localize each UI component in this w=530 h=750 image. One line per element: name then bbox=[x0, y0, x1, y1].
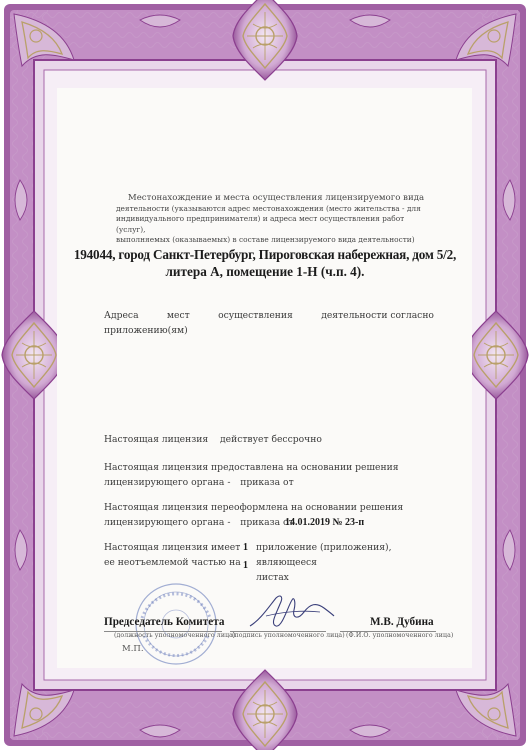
reissue-line-1: Настоящая лицензия переоформлена на основании решения bbox=[104, 502, 404, 513]
addresses-word-3: осуществления bbox=[218, 310, 293, 321]
license-address-line-1: 194044, город Санкт-Петербург, Пироговская набережная, дом 5/2, bbox=[73, 247, 457, 262]
addresses-clause bbox=[104, 308, 434, 338]
basis-order: приказа от bbox=[240, 477, 294, 488]
location-heading-line-3: индивидуального предпринимателя) и адреса мест осуществления работ (услуг), bbox=[116, 214, 405, 234]
annex-line-1-tail: приложение (приложения), являющееся bbox=[256, 542, 392, 568]
annex-line-1: Настоящая лицензия имеет bbox=[104, 542, 241, 553]
signer-name: М.В. Дубина bbox=[370, 616, 434, 628]
annex-line-2-tail: листах bbox=[256, 572, 289, 583]
annex-pages: 1 bbox=[243, 560, 248, 571]
signer-position: Председатель Комитета bbox=[104, 616, 225, 628]
annex-count: 1 bbox=[243, 542, 248, 553]
stamp-place: М.П. bbox=[122, 644, 144, 654]
validity-clause bbox=[104, 432, 434, 447]
signer-position-caption: (должность уполномоченного лица) bbox=[114, 632, 236, 639]
signer-name-caption: (Ф.И.О. уполномоченного лица) bbox=[346, 632, 454, 639]
basis-clause bbox=[104, 460, 434, 490]
location-heading-line-1: Местонахождение и места осуществления лицензируемого вида bbox=[127, 193, 425, 203]
addresses-word-2: мест bbox=[166, 310, 190, 321]
addresses-word-1: Адреса bbox=[104, 310, 139, 321]
basis-line-2: лицензирующего органа - bbox=[104, 477, 231, 488]
validity-value: действует бессрочно bbox=[219, 434, 322, 445]
addresses-line-2: приложению(ям) bbox=[104, 325, 188, 336]
reissue-clause bbox=[104, 500, 434, 530]
annex-line-2: ее неотъемлемой частью на bbox=[104, 557, 241, 568]
signature-caption: (подпись уполномоченного лица) bbox=[232, 632, 345, 639]
addresses-word-4: деятельности согласно bbox=[321, 310, 434, 321]
validity-label: Настоящая лицензия bbox=[104, 434, 209, 445]
reissue-order: приказа от bbox=[240, 517, 294, 528]
location-heading-line-2: деятельности (указываются адрес местонахождения (место жительства - для bbox=[116, 203, 421, 213]
location-heading bbox=[116, 193, 436, 246]
handwritten-signature-icon bbox=[246, 586, 336, 636]
basis-line-1: Настоящая лицензия предоставлена на основании решения bbox=[104, 462, 399, 473]
reissue-line-2: лицензирующего органа - bbox=[104, 517, 231, 528]
annex-clause-left bbox=[104, 540, 244, 570]
location-heading-line-4: выполняемых (оказываемых) в составе лицензируемого вида деятельности) bbox=[116, 235, 415, 245]
reissue-order-number: 14.01.2019 № 23-п bbox=[285, 517, 365, 528]
annex-clause-right bbox=[256, 540, 446, 585]
license-address-line-2: литера А, помещение 1-Н (ч.п. 4). bbox=[165, 264, 365, 279]
license-address bbox=[60, 246, 470, 280]
